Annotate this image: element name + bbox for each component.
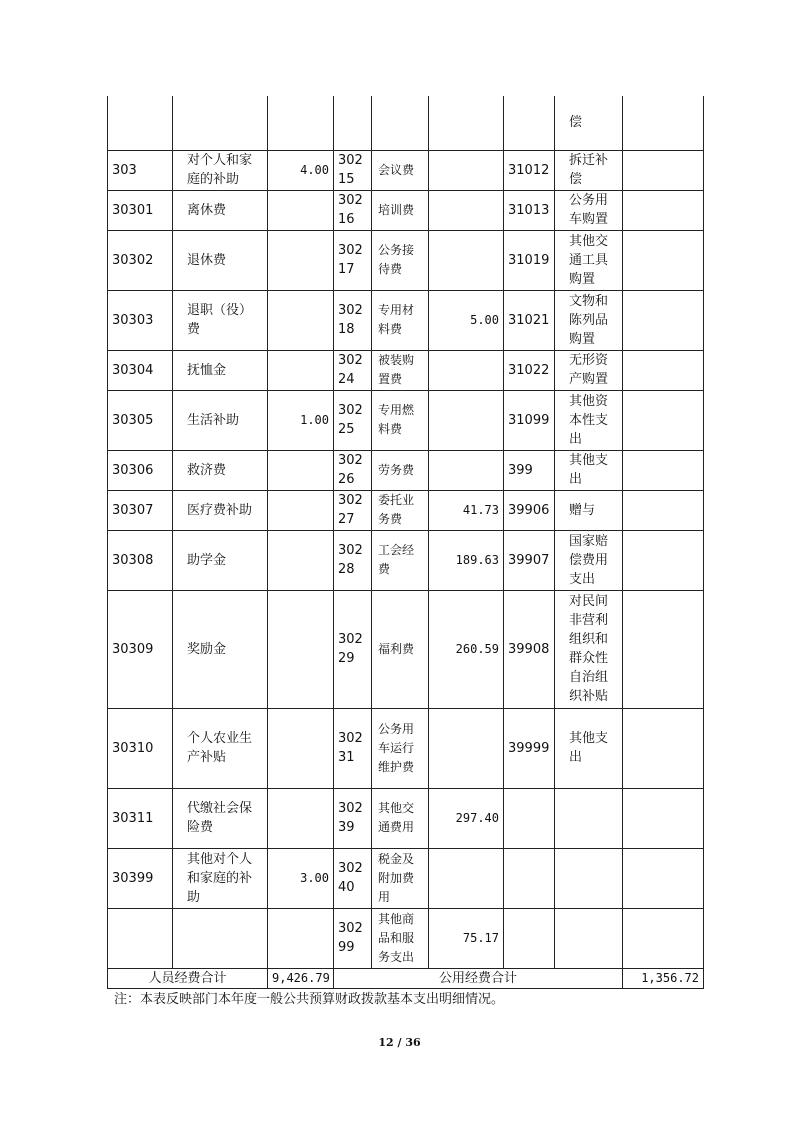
econ-item-name: 退休费 [173, 230, 268, 290]
econ-amount [623, 290, 704, 350]
econ-item-name: 无形资产购置 [555, 350, 623, 390]
econ-amount [268, 190, 334, 230]
table-row [108, 230, 704, 290]
econ-code [504, 96, 555, 150]
econ-code: 30302 [108, 230, 173, 290]
econ-code: 39999 [504, 708, 555, 788]
econ-code: 302 17 [334, 230, 372, 290]
table-row [108, 290, 704, 350]
econ-amount [268, 908, 334, 968]
public-total-value: 1,356.72 [623, 968, 704, 988]
econ-item-name: 委托业务费 [372, 490, 429, 530]
table-row [108, 390, 704, 450]
econ-item-name: 对民间非营利组织和群众性自治组织补贴 [555, 590, 623, 708]
econ-amount: 41.73 [429, 490, 504, 530]
econ-item-name: 退职（役）费 [173, 290, 268, 350]
econ-amount [268, 350, 334, 390]
econ-code: 302 25 [334, 390, 372, 450]
econ-amount [623, 908, 704, 968]
table-row [108, 908, 704, 968]
econ-code: 30308 [108, 530, 173, 590]
econ-code: 303 [108, 150, 173, 190]
econ-amount [623, 450, 704, 490]
econ-amount [268, 450, 334, 490]
econ-item-name: 国家赔偿费用支出 [555, 530, 623, 590]
econ-code: 39907 [504, 530, 555, 590]
econ-amount [623, 590, 704, 708]
econ-item-name: 会议费 [372, 150, 429, 190]
econ-item-name: 偿 [555, 96, 623, 150]
econ-code: 30309 [108, 590, 173, 708]
table-row [108, 848, 704, 908]
econ-code [504, 788, 555, 848]
econ-code: 302 31 [334, 708, 372, 788]
econ-amount [429, 848, 504, 908]
table-row [108, 190, 704, 230]
econ-code: 31099 [504, 390, 555, 450]
econ-item-name: 离休费 [173, 190, 268, 230]
econ-code: 302 27 [334, 490, 372, 530]
econ-amount [268, 96, 334, 150]
econ-amount [268, 530, 334, 590]
econ-item-name [372, 96, 429, 150]
econ-amount [268, 490, 334, 530]
econ-amount: 3.00 [268, 848, 334, 908]
econ-code: 302 15 [334, 150, 372, 190]
econ-amount: 5.00 [429, 290, 504, 350]
econ-item-name: 专用燃料费 [372, 390, 429, 450]
econ-item-name: 个人农业生产补贴 [173, 708, 268, 788]
econ-item-name: 被装购置费 [372, 350, 429, 390]
totals-row [108, 968, 704, 988]
econ-code: 302 29 [334, 590, 372, 708]
econ-item-name: 其他支出 [555, 708, 623, 788]
econ-amount [268, 290, 334, 350]
econ-code: 30305 [108, 390, 173, 450]
econ-code: 302 99 [334, 908, 372, 968]
table-row [108, 708, 704, 788]
econ-item-name: 其他资本性支出 [555, 390, 623, 450]
econ-item-name [555, 788, 623, 848]
econ-item-name: 其他交通工具购置 [555, 230, 623, 290]
econ-item-name: 公务用车购置 [555, 190, 623, 230]
econ-code: 30311 [108, 788, 173, 848]
econ-item-name: 其他商品和服务支出 [372, 908, 429, 968]
econ-amount: 260.59 [429, 590, 504, 708]
table-row [108, 590, 704, 708]
econ-code: 30306 [108, 450, 173, 490]
table-row [108, 150, 704, 190]
econ-amount [623, 708, 704, 788]
econ-code: 30307 [108, 490, 173, 530]
econ-code: 302 28 [334, 530, 372, 590]
econ-item-name: 福利费 [372, 590, 429, 708]
econ-code: 31012 [504, 150, 555, 190]
econ-code: 302 26 [334, 450, 372, 490]
econ-code: 31013 [504, 190, 555, 230]
econ-amount: 189.63 [429, 530, 504, 590]
econ-item-name: 其他交通费用 [372, 788, 429, 848]
econ-amount [623, 390, 704, 450]
econ-item-name: 医疗费补助 [173, 490, 268, 530]
econ-amount [429, 390, 504, 450]
econ-code: 30304 [108, 350, 173, 390]
econ-item-name: 劳务费 [372, 450, 429, 490]
econ-code [108, 908, 173, 968]
econ-item-name: 培训费 [372, 190, 429, 230]
econ-code [504, 848, 555, 908]
econ-code: 31021 [504, 290, 555, 350]
econ-item-name: 抚恤金 [173, 350, 268, 390]
econ-item-name: 税金及附加费用 [372, 848, 429, 908]
econ-item-name: 奖励金 [173, 590, 268, 708]
econ-item-name: 公务用车运行维护费 [372, 708, 429, 788]
econ-code: 39906 [504, 490, 555, 530]
econ-amount: 4.00 [268, 150, 334, 190]
table-row [108, 350, 704, 390]
econ-item-name: 公务接待费 [372, 230, 429, 290]
econ-code: 30310 [108, 708, 173, 788]
econ-code [504, 908, 555, 968]
table-row [108, 450, 704, 490]
econ-code: 30399 [108, 848, 173, 908]
econ-item-name: 文物和陈列品购置 [555, 290, 623, 350]
econ-amount [623, 190, 704, 230]
page-number: 12 / 36 [378, 1036, 421, 1049]
econ-amount: 75.17 [429, 908, 504, 968]
econ-item-name: 救济费 [173, 450, 268, 490]
econ-item-name: 对个人和家庭的补助 [173, 150, 268, 190]
econ-amount [429, 450, 504, 490]
econ-amount [623, 150, 704, 190]
econ-item-name [173, 908, 268, 968]
econ-item-name: 助学金 [173, 530, 268, 590]
econ-amount [623, 490, 704, 530]
expenditure-detail-table [107, 96, 704, 989]
econ-code: 302 16 [334, 190, 372, 230]
econ-code: 399 [504, 450, 555, 490]
econ-amount [429, 350, 504, 390]
econ-item-name: 专用材料费 [372, 290, 429, 350]
econ-amount [429, 190, 504, 230]
econ-item-name [555, 848, 623, 908]
table-note: 注：本表反映部门本年度一般公共预算财政拨款基本支出明细情况。 [114, 992, 505, 1007]
econ-code: 302 24 [334, 350, 372, 390]
econ-amount [268, 708, 334, 788]
table-row [108, 490, 704, 530]
econ-code: 39908 [504, 590, 555, 708]
econ-amount [623, 350, 704, 390]
econ-item-name: 其他支出 [555, 450, 623, 490]
econ-amount [268, 788, 334, 848]
econ-amount [623, 848, 704, 908]
table-row [108, 96, 704, 150]
econ-amount [429, 150, 504, 190]
econ-amount [429, 708, 504, 788]
econ-item-name: 其他对个人和家庭的补助 [173, 848, 268, 908]
econ-amount [623, 788, 704, 848]
econ-item-name: 赠与 [555, 490, 623, 530]
econ-item-name: 代缴社会保险费 [173, 788, 268, 848]
econ-amount [268, 230, 334, 290]
personnel-total-label: 人员经费合计 [108, 968, 268, 988]
econ-item-name [173, 96, 268, 150]
econ-code: 302 18 [334, 290, 372, 350]
econ-amount [429, 230, 504, 290]
econ-item-name: 工会经费 [372, 530, 429, 590]
econ-amount [429, 96, 504, 150]
econ-code: 30303 [108, 290, 173, 350]
econ-code: 31022 [504, 350, 555, 390]
table-row [108, 530, 704, 590]
econ-code [108, 96, 173, 150]
econ-code [334, 96, 372, 150]
econ-item-name: 拆迁补偿 [555, 150, 623, 190]
econ-item-name: 生活补助 [173, 390, 268, 450]
econ-amount: 297.40 [429, 788, 504, 848]
econ-amount: 1.00 [268, 390, 334, 450]
econ-code: 302 39 [334, 788, 372, 848]
econ-code: 30301 [108, 190, 173, 230]
econ-code: 302 40 [334, 848, 372, 908]
econ-amount [268, 590, 334, 708]
table-row [108, 788, 704, 848]
econ-item-name [555, 908, 623, 968]
econ-code: 31019 [504, 230, 555, 290]
econ-amount [623, 530, 704, 590]
econ-amount [623, 230, 704, 290]
econ-amount [623, 96, 704, 150]
public-total-label: 公用经费合计 [334, 968, 623, 988]
personnel-total-value: 9,426.79 [268, 968, 334, 988]
